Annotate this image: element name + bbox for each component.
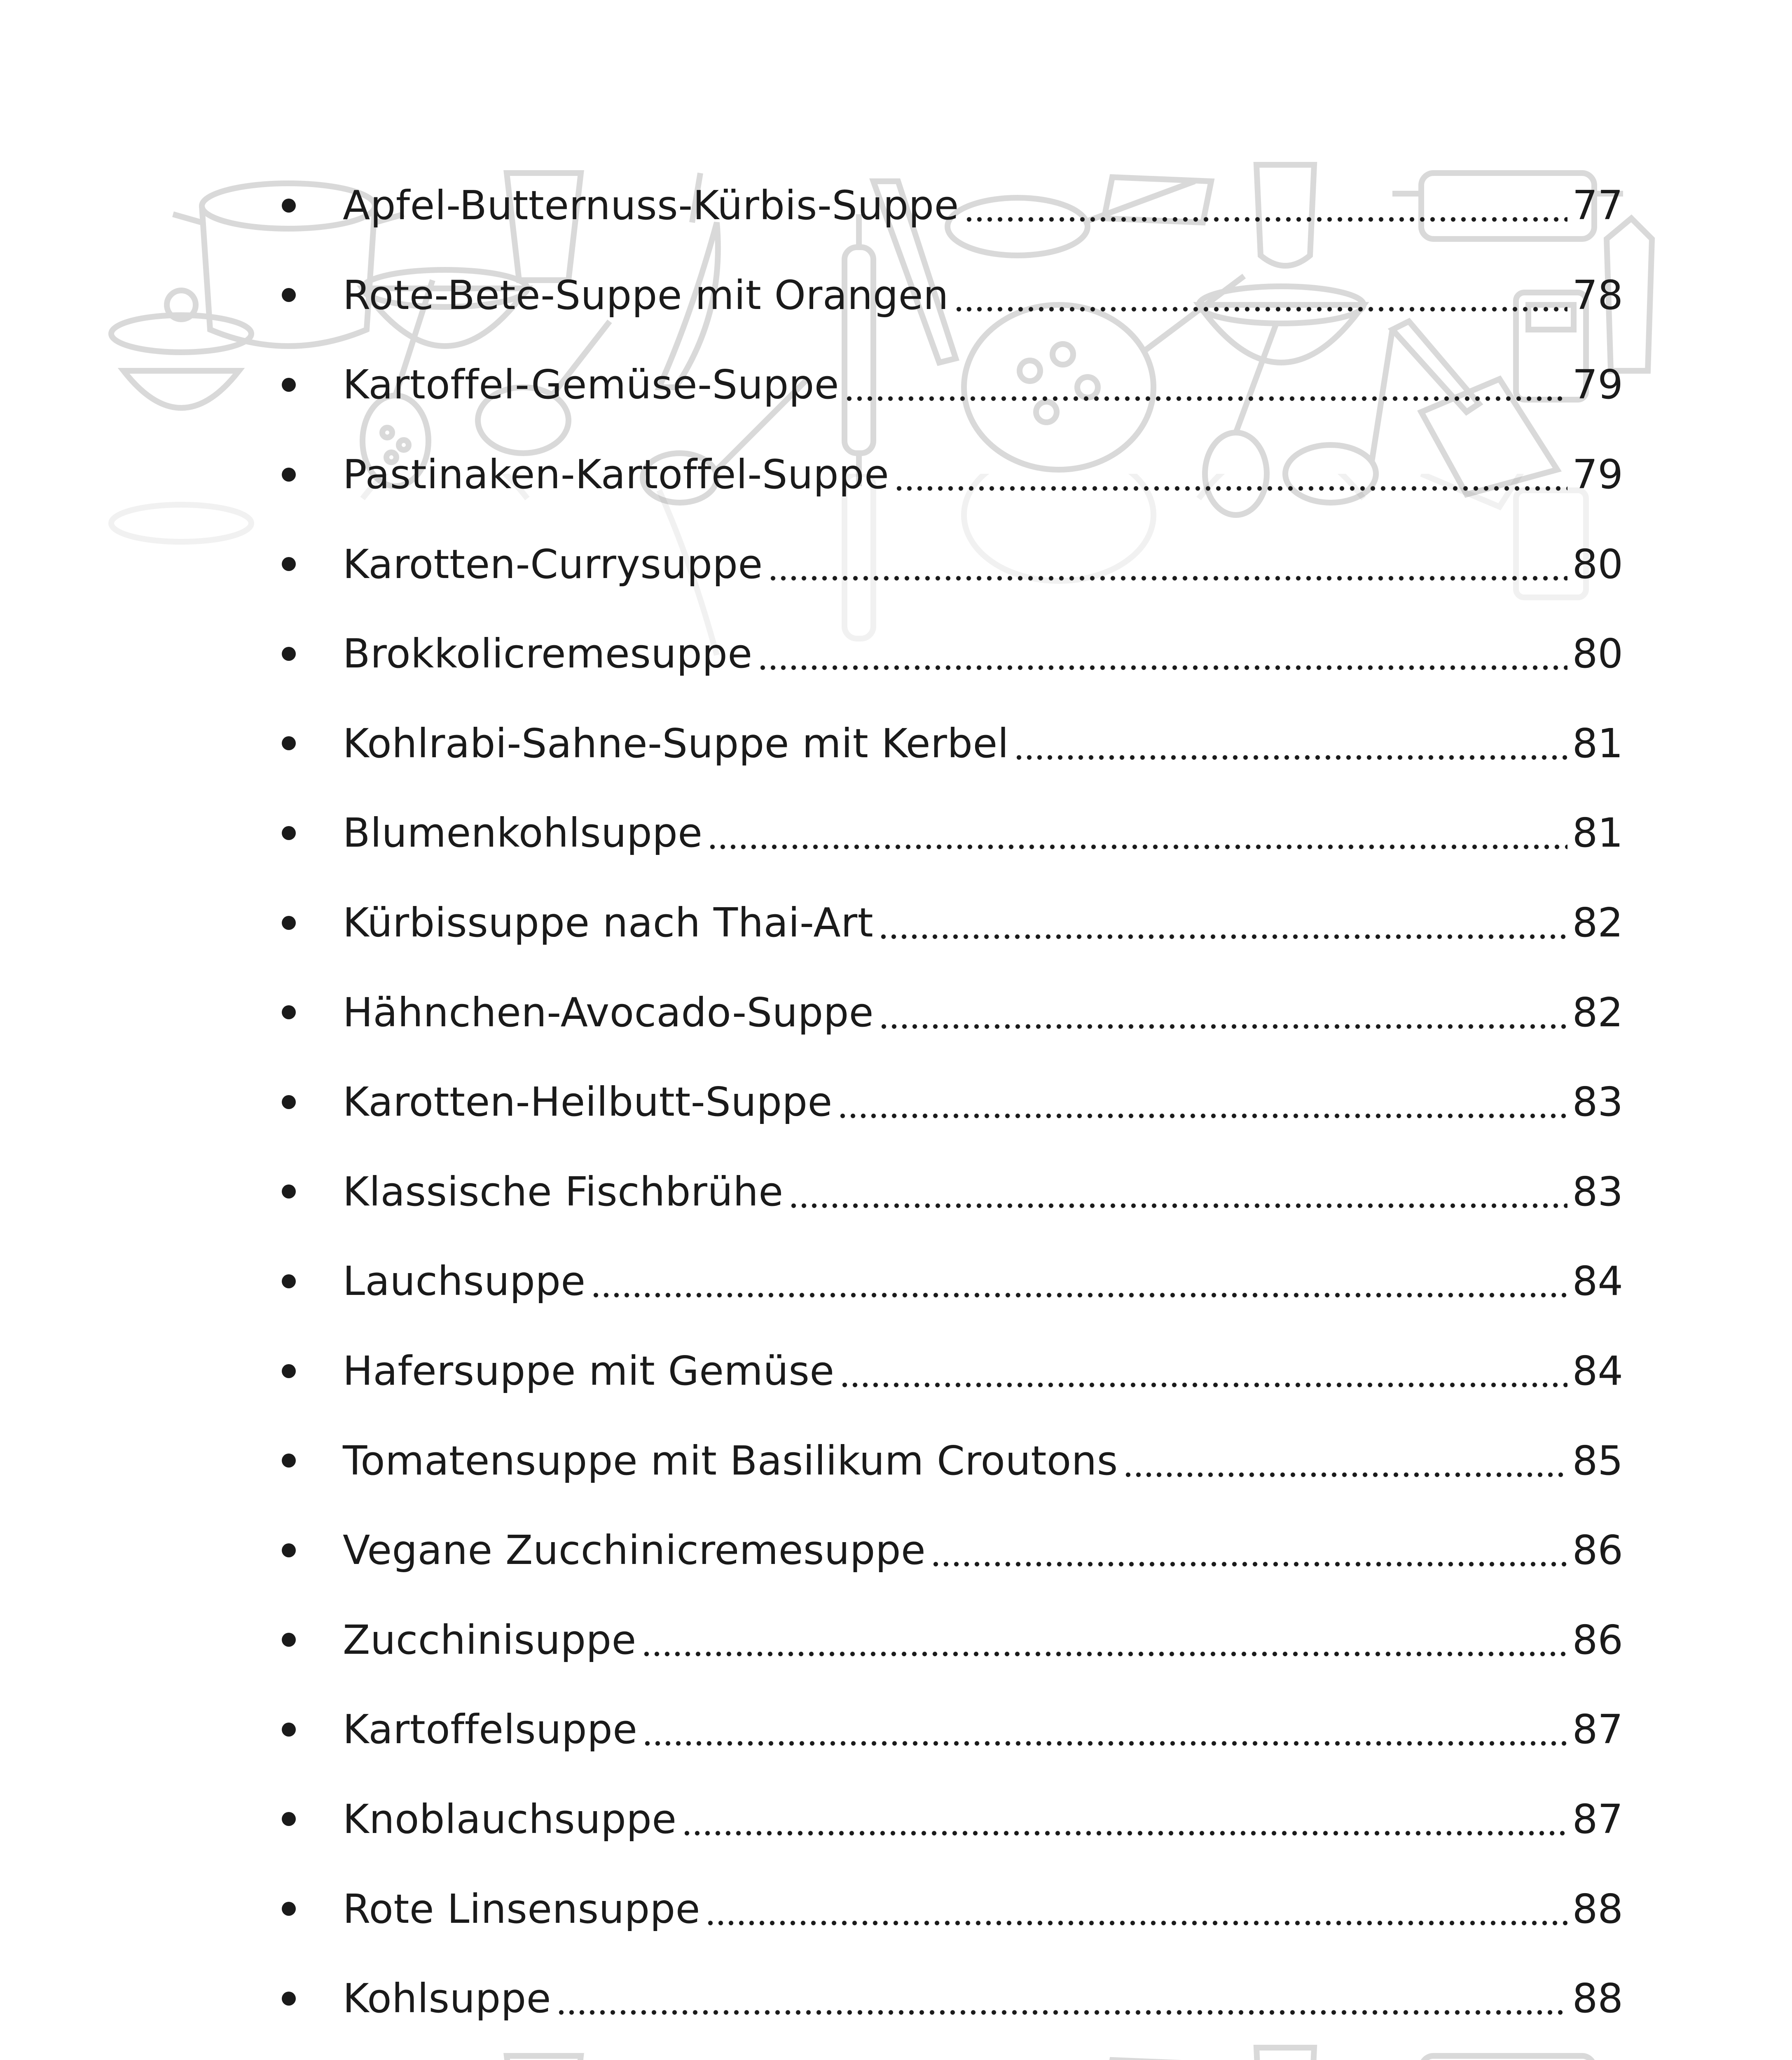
bullet-icon (282, 557, 296, 571)
bullet-icon (282, 1543, 296, 1557)
toc-entry-title: Rote-Bete-Suppe mit Orangen (343, 272, 949, 318)
toc-entry[interactable] (272, 1505, 1623, 1595)
toc-page-number: 83 (1572, 1079, 1623, 1126)
bullet-icon (282, 1723, 296, 1737)
toc-entry[interactable] (272, 1954, 1623, 2044)
toc-entry-title: Kohlsuppe (343, 1975, 551, 2022)
toc-entry[interactable] (272, 609, 1623, 699)
toc-entry[interactable] (272, 699, 1623, 789)
dot-leader (705, 1889, 1567, 1929)
bullet-icon (282, 199, 296, 213)
toc-page-number: 87 (1572, 1706, 1623, 1753)
toc-entry-title: Vegane Zucchinicremesuppe (343, 1527, 926, 1574)
toc-page-number: 84 (1572, 1348, 1623, 1395)
toc-page-number: 79 (1572, 361, 1623, 408)
toc-page-number: 84 (1572, 1258, 1623, 1305)
toc-entry-title: Kartoffel-Gemüse-Suppe (343, 361, 839, 408)
toc-entry-title: Pastinaken-Kartoffel-Suppe (343, 451, 889, 498)
toc-entry-title: Kürbissuppe nach Thai-Art (343, 899, 874, 946)
dot-leader (758, 634, 1567, 674)
bullet-icon (282, 1005, 296, 1019)
dot-leader (556, 1978, 1567, 2018)
toc-entry[interactable] (272, 430, 1623, 520)
bullet-icon (282, 736, 296, 750)
toc-page-number: 78 (1572, 272, 1623, 318)
toc-page-number: 83 (1572, 1168, 1623, 1215)
toc-entry[interactable] (272, 340, 1623, 430)
toc-entry-title: Kartoffelsuppe (343, 1706, 638, 1753)
toc-page-number: 81 (1572, 810, 1623, 857)
toc-page-number: 79 (1572, 451, 1623, 498)
toc-page-number: 81 (1572, 720, 1623, 767)
dot-leader (840, 1351, 1567, 1391)
toc-entry[interactable] (272, 878, 1623, 968)
toc-entry[interactable] (272, 1147, 1623, 1237)
toc-entry[interactable] (272, 250, 1623, 340)
bullet-icon (282, 1633, 296, 1647)
toc-entry[interactable] (272, 967, 1623, 1057)
toc-entry[interactable] (272, 1595, 1623, 1685)
toc-page-number: 85 (1572, 1437, 1623, 1484)
toc-page-number: 87 (1572, 1795, 1623, 1842)
toc-entry-title: Brokkolicremesuppe (343, 630, 753, 677)
toc-entry-title: Tomatensuppe mit Basilikum Croutons (343, 1437, 1118, 1484)
toc-entry-title: Knoblauchsuppe (343, 1795, 677, 1842)
toc-entry-title: Lauchsuppe (343, 1258, 586, 1305)
dot-leader (1123, 1441, 1567, 1481)
dot-leader (894, 454, 1567, 494)
toc-entry-title: Kohlrabi-Sahne-Suppe mit Kerbel (343, 720, 1009, 767)
dot-leader (838, 1082, 1567, 1122)
toc-entry-title: Apfel-Butternuss-Kürbis-Suppe (343, 182, 959, 229)
table-of-contents (272, 161, 1623, 2060)
bullet-icon (282, 1812, 296, 1826)
dot-leader (1014, 723, 1567, 763)
toc-page-number: 86 (1572, 1616, 1623, 1663)
bullet-icon (282, 826, 296, 840)
dot-leader (964, 185, 1567, 225)
dot-leader (931, 1530, 1567, 1570)
toc-entry[interactable] (272, 1236, 1623, 1326)
bullet-icon (282, 378, 296, 392)
toc-entry[interactable] (272, 1864, 1623, 1954)
toc-entry-title: Hafersuppe mit Gemüse (343, 1348, 835, 1395)
bullet-icon (282, 1992, 296, 2006)
dot-leader (682, 1799, 1567, 1839)
toc-entry[interactable] (272, 1326, 1623, 1416)
toc-entry[interactable] (272, 161, 1623, 250)
dot-leader (879, 993, 1567, 1032)
toc-entry[interactable] (272, 2043, 1623, 2060)
bullet-icon (282, 1364, 296, 1378)
toc-entry-title: Zucchinisuppe (343, 1616, 636, 1663)
bullet-icon (282, 468, 296, 482)
toc-entry-title: Hähnchen-Avocado-Suppe (343, 989, 874, 1036)
bullet-icon (282, 1454, 296, 1468)
bullet-icon (282, 288, 296, 302)
dot-leader (768, 544, 1567, 584)
toc-entry[interactable] (272, 1057, 1623, 1147)
toc-page-number: 82 (1572, 899, 1623, 946)
dot-leader (788, 1172, 1567, 1212)
dot-leader (954, 275, 1567, 315)
toc-entry-title: Blumenkohlsuppe (343, 810, 703, 857)
bullet-icon (282, 1184, 296, 1199)
bullet-icon (282, 1902, 296, 1916)
bullet-icon (282, 1095, 296, 1109)
toc-page-number: 88 (1572, 1975, 1623, 2022)
dot-leader (641, 1620, 1567, 1660)
bullet-icon (282, 1274, 296, 1288)
dot-leader (844, 365, 1567, 405)
toc-page-number: 88 (1572, 1885, 1623, 1932)
toc-entry[interactable] (272, 1685, 1623, 1774)
toc-page-number: 80 (1572, 630, 1623, 677)
toc-page-number: 80 (1572, 541, 1623, 588)
toc-entry-title: Klassische Fischbrühe (343, 1168, 784, 1215)
dot-leader (878, 903, 1567, 943)
dot-leader (707, 813, 1567, 853)
toc-page-number: 86 (1572, 1527, 1623, 1574)
toc-entry[interactable] (272, 788, 1623, 878)
bullet-icon (282, 647, 296, 661)
toc-entry-title: Rote Linsensuppe (343, 1885, 700, 1932)
toc-page-number: 77 (1572, 182, 1623, 229)
toc-entry-title: Karotten-Currysuppe (343, 541, 763, 588)
dot-leader (642, 1709, 1567, 1749)
dot-leader (591, 1261, 1567, 1301)
toc-entry[interactable] (272, 519, 1623, 609)
toc-page-number: 82 (1572, 989, 1623, 1036)
pot-lid-icon (111, 290, 251, 408)
toc-entry-title: Karotten-Heilbutt-Suppe (343, 1079, 833, 1126)
bullet-icon (282, 916, 296, 930)
toc-entry[interactable] (272, 1416, 1623, 1505)
toc-entry[interactable] (272, 1774, 1623, 1864)
